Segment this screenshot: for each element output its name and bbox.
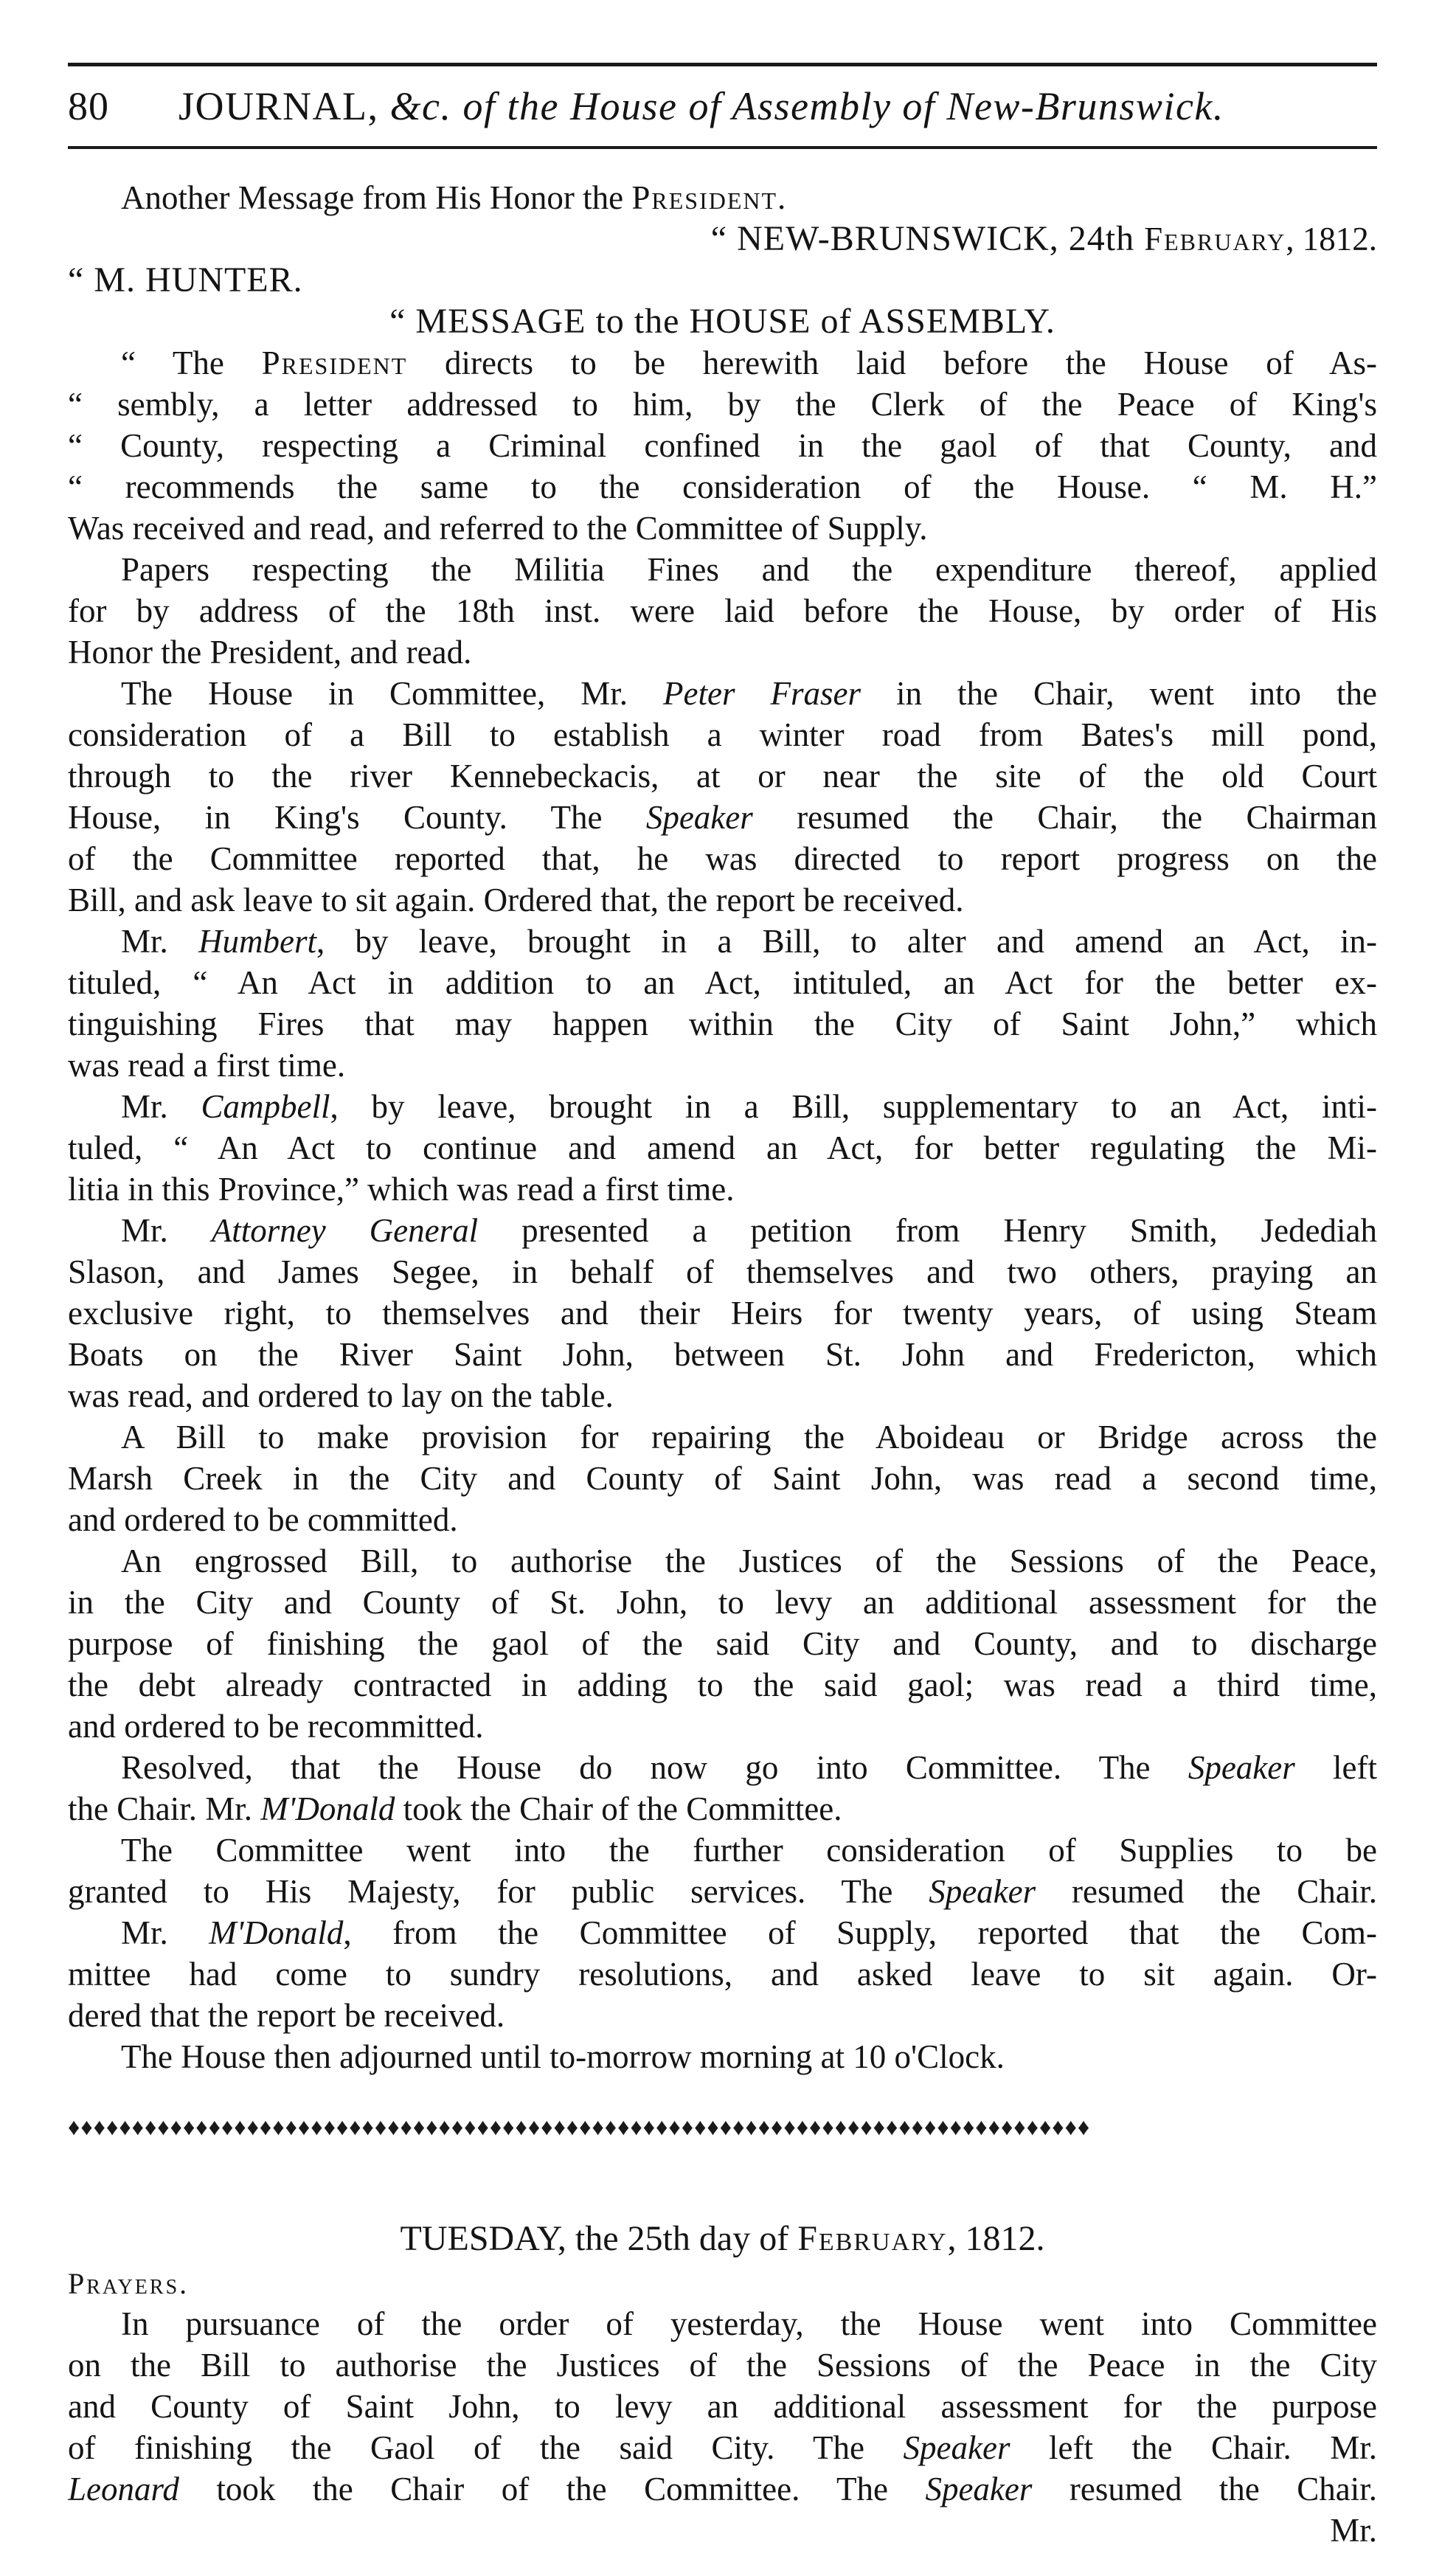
paragraph-line: The House then adjourned until to-morrow morning at 10 o'Clock. bbox=[121, 2038, 1005, 2075]
paragraph-line: through to the river Kennebeckacis, at or near the site of the old Court bbox=[68, 758, 1377, 795]
paragraph-line: Boats on the River Saint John, between St. John and Fredericton, which bbox=[68, 1336, 1377, 1373]
paragraph-line: tuled, “ An Act to continue and amend an Act, for better regulating the Mi- bbox=[68, 1129, 1377, 1166]
paragraph-line: and ordered to be recommitted. bbox=[68, 1708, 484, 1745]
paragraph-line: The Committee went into the further consideration of Supplies to be bbox=[121, 1832, 1377, 1869]
paragraph-line: A Bill to make provision for repairing the Aboideau or Bridge across the bbox=[121, 1419, 1377, 1456]
paragraph-line: litia in this Province,” which was read a first time. bbox=[68, 1171, 735, 1208]
paragraph-line: tinguishing Fires that may happen within the City of Saint John,” which bbox=[68, 1005, 1377, 1042]
paragraph-line: granted to His Majesty, for public services. The Speaker resumed the Chair. bbox=[68, 1873, 1377, 1910]
paragraph-line: Slason, and James Segee, in behalf of themselves and two others, praying an bbox=[68, 1253, 1377, 1290]
message-heading: “ MESSAGE to the HOUSE of ASSEMBLY. bbox=[389, 302, 1055, 341]
page-header bbox=[68, 77, 1377, 136]
paragraph-line: Mr. M'Donald, from the Committee of Supply, reported that the Com- bbox=[121, 1914, 1377, 1951]
dateline: “ NEW-BRUNSWICK, 24th February, 1812. bbox=[710, 219, 1377, 258]
paragraph-line: exclusive right, to themselves and their Heirs for twenty years, of using Steam bbox=[68, 1295, 1377, 1332]
page-number: 80 bbox=[68, 84, 109, 128]
signature-line: “ M. HUNTER. bbox=[68, 260, 303, 300]
paragraph-line: tituled, “ An Act in addition to an Act, intituled, an Act for the better ex- bbox=[68, 964, 1377, 1001]
paragraph-line: Bill, and ask leave to sit again. Ordered that, the report be received. bbox=[68, 882, 964, 918]
paragraph-line: on the Bill to authorise the Justices of the Sessions of the Peace in the City bbox=[68, 2347, 1377, 2384]
paragraph-line: Leonard took the Chair of the Committee. The Speaker resumed the Chair. bbox=[68, 2471, 1377, 2507]
paragraph-line: was read a first time. bbox=[68, 1047, 346, 1084]
paragraph-line: and ordered to be committed. bbox=[68, 1501, 458, 1538]
ornamental-divider: ♦♦♦♦♦♦♦♦♦♦♦♦♦♦♦♦♦♦♦♦♦♦♦♦♦♦♦♦♦♦♦♦♦♦♦♦♦♦♦♦♦♦♦♦♦♦♦♦♦♦♦♦♦♦♦♦♦♦♦♦♦♦♦♦♦♦♦♦♦♦♦♦♦♦♦♦♦♦♦♦ bbox=[68, 2116, 1091, 2138]
paragraph-line: for by address of the 18th inst. were laid before the House, by order of His bbox=[68, 592, 1377, 629]
header-rule bbox=[68, 146, 1377, 149]
paragraph-line: the Chair. Mr. M'Donald took the Chair of the Committee. bbox=[68, 1790, 842, 1827]
paragraph-line: in the City and County of St. John, to levy an additional assessment for the bbox=[68, 1584, 1377, 1621]
paragraph-line: and County of Saint John, to levy an additional assessment for the purpose bbox=[68, 2388, 1377, 2425]
running-title-italic: &c. of the House of Assembly of New-Brunswick. bbox=[389, 84, 1224, 128]
paragraph-line: “ sembly, a letter addressed to him, by the Clerk of the Peace of King's bbox=[68, 386, 1377, 423]
paragraph-line: “ County, respecting a Criminal confined in the gaol of that County, and bbox=[68, 427, 1377, 464]
paragraph-line: The House in Committee, Mr. Peter Fraser in the Chair, went into the bbox=[121, 675, 1377, 712]
paragraph-line: of the Committee reported that, he was directed to report progress on the bbox=[68, 840, 1377, 877]
paragraph-line: was read, and ordered to lay on the table. bbox=[68, 1377, 614, 1414]
paragraph-line: Mr. Humbert, by leave, brought in a Bill, to alter and amend an Act, in- bbox=[121, 923, 1377, 960]
paragraph-line: “ The President directs to be herewith laid before the House of As- bbox=[121, 345, 1377, 381]
tuesday-section bbox=[68, 2213, 1377, 2551]
journal-body bbox=[68, 177, 1377, 2077]
paragraph-line: consideration of a Bill to establish a winter road from Bates's mill pond, bbox=[68, 716, 1377, 753]
paragraph-line: Mr. Attorney General presented a petition from Henry Smith, Jedediah bbox=[121, 1212, 1377, 1249]
paragraph-line: dered that the report be received. bbox=[68, 1997, 505, 2034]
paragraph-line: Papers respecting the Militia Fines and the expenditure thereof, applied bbox=[121, 551, 1377, 588]
paragraph-line: the debt already contracted in adding to the said gaol; was read a third time, bbox=[68, 1666, 1377, 1703]
catchword: Mr. bbox=[1330, 2512, 1377, 2549]
paragraph-line: Honor the President, and read. bbox=[68, 634, 472, 671]
paragraph-line: House, in King's County. The Speaker resumed the Chair, the Chairman bbox=[68, 799, 1377, 836]
paragraph-line: Resolved, that the House do now go into Committee. The Speaker left bbox=[121, 1749, 1377, 1786]
paragraph-line: of finishing the Gaol of the said City. The Speaker left the Chair. Mr. bbox=[68, 2429, 1377, 2466]
top-rule bbox=[68, 63, 1377, 66]
paragraph-line: “ recommends the same to the consideration of the House. “ M. H.” bbox=[68, 468, 1377, 505]
day-heading: TUESDAY, the 25th day of February, 1812. bbox=[400, 2219, 1045, 2258]
paragraph-line: In pursuance of the order of yesterday, the House went into Committee bbox=[121, 2305, 1377, 2342]
paragraph-line: purpose of finishing the gaol of the said City and County, and to discharge bbox=[68, 1625, 1377, 1662]
paragraph-line: Was received and read, and referred to the Committee of Supply. bbox=[68, 510, 928, 547]
paragraph-line: An engrossed Bill, to authorise the Justices of the Sessions of the Peace, bbox=[121, 1543, 1377, 1579]
paragraph-line: Mr. Campbell, by leave, brought in a Bill, supplementary to an Act, inti- bbox=[121, 1088, 1377, 1125]
running-title bbox=[178, 77, 1224, 136]
paragraph-line: Another Message from His Honor the President. bbox=[121, 179, 788, 216]
paragraph-line: mittee had come to sundry resolutions, and asked leave to sit again. Or- bbox=[68, 1956, 1377, 1993]
running-title-main: JOURNAL, bbox=[178, 84, 390, 128]
prayers-label: Prayers. bbox=[68, 2267, 190, 2300]
paragraph-line: Marsh Creek in the City and County of Saint John, was read a second time, bbox=[68, 1460, 1377, 1497]
